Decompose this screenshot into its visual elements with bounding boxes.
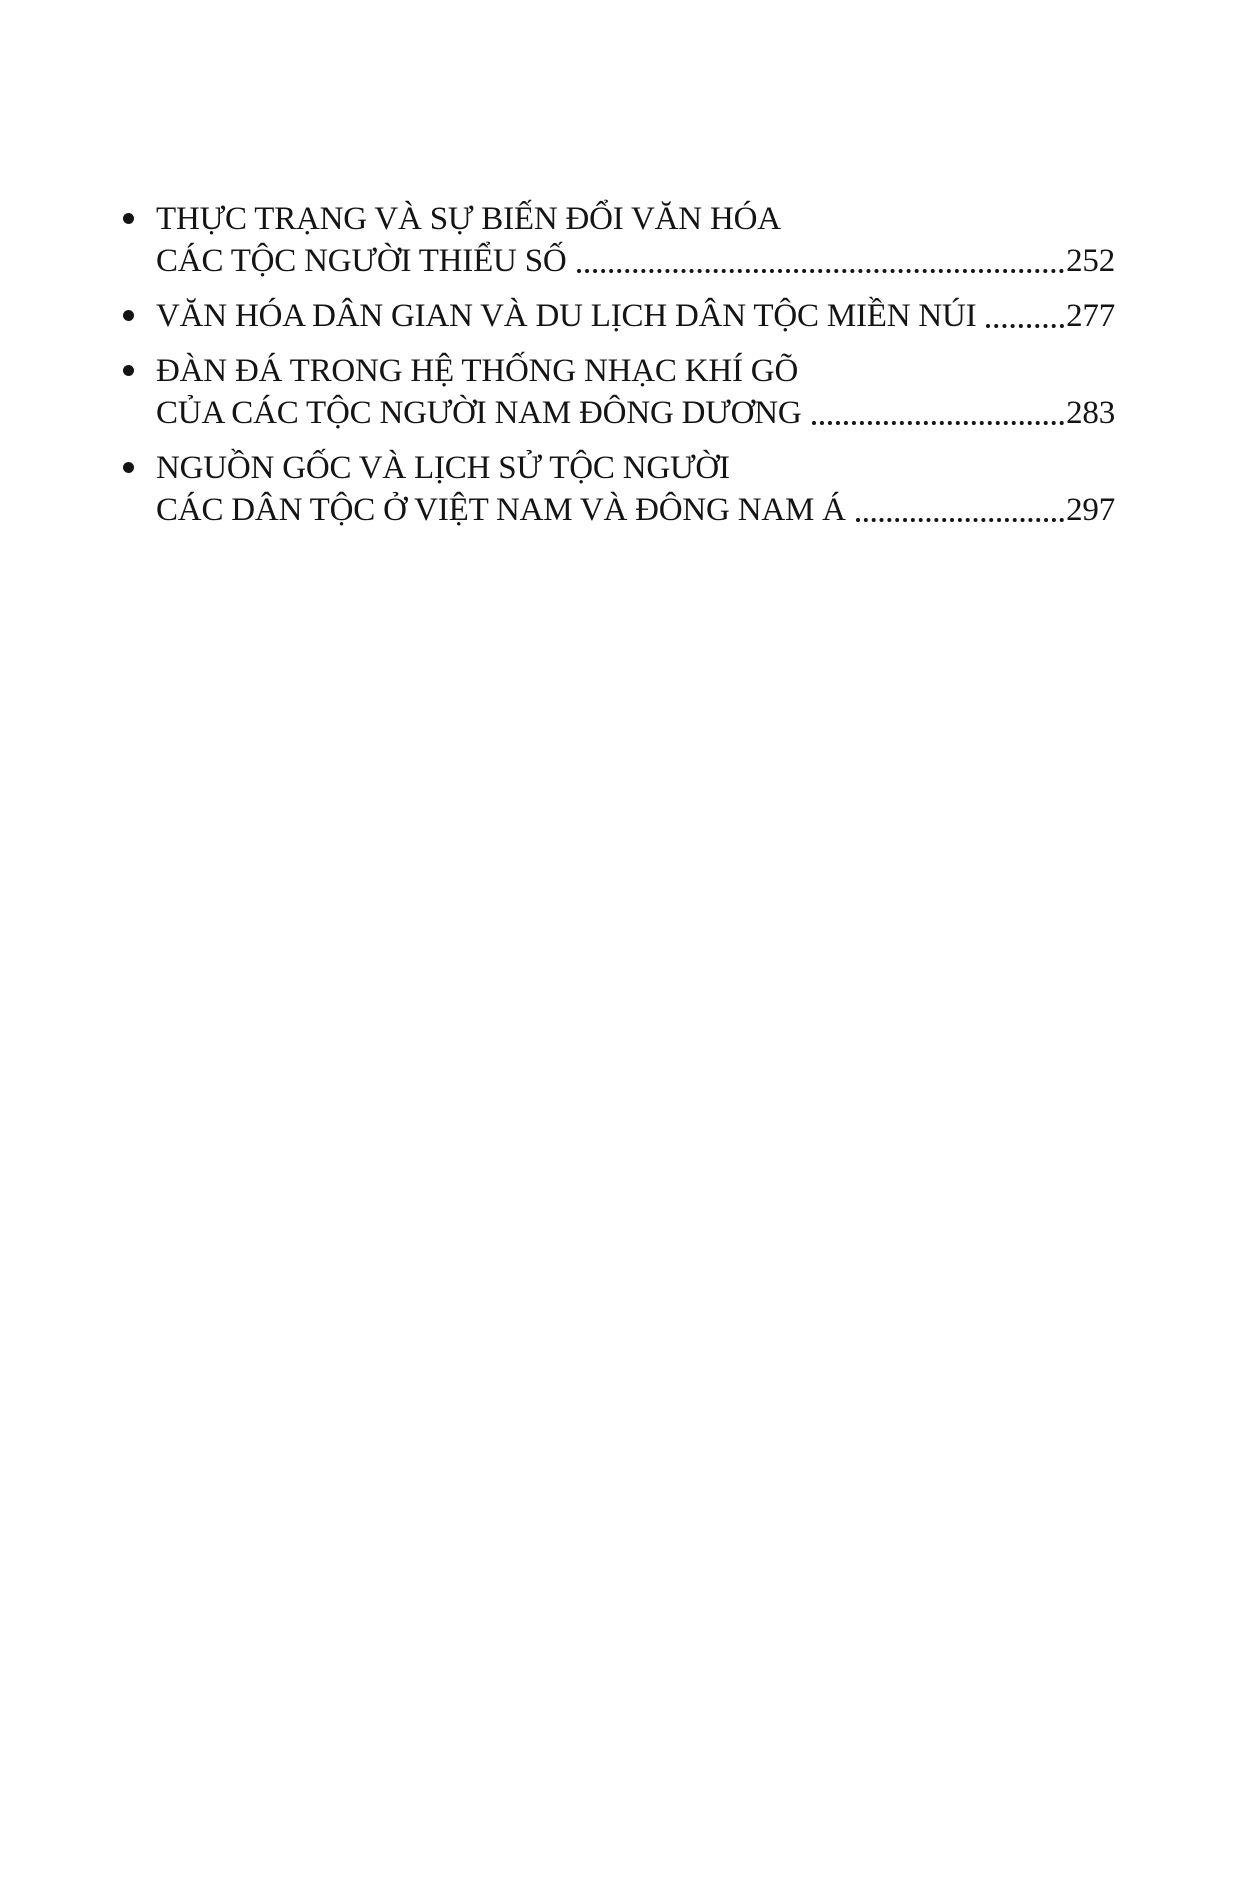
dot-leader (986, 324, 1064, 328)
toc-entry-title-line (156, 392, 1115, 434)
toc-entry-title: ĐÀN ĐÁ TRONG HỆ THỐNG NHẠC KHÍ GÕ (156, 353, 799, 389)
toc-entry-text (156, 350, 1115, 434)
bullet-icon (123, 310, 134, 321)
toc-entry-title-line (156, 447, 1115, 489)
toc-entry-title: VĂN HÓA DÂN GIAN VÀ DU LỊCH DÂN TỘC MIỀN NÚI (156, 298, 977, 334)
bullet-icon (123, 213, 134, 224)
toc-entry-title: CÁC DÂN TỘC Ở VIỆT NAM VÀ ĐÔNG NAM Á (156, 492, 846, 528)
toc-entry (123, 198, 1115, 282)
toc-entry-title-line (156, 489, 1115, 531)
bullet-icon (123, 462, 134, 473)
dot-leader (577, 269, 1065, 273)
toc-entry-title: CỦA CÁC TỘC NGƯỜI NAM ĐÔNG DƯƠNG (156, 395, 802, 431)
toc-entry-title-line (156, 295, 1115, 337)
toc-entry-text (156, 198, 1115, 282)
toc-entry-title: CÁC TỘC NGƯỜI THIỂU SỐ (156, 243, 567, 279)
toc-entry (123, 350, 1115, 434)
toc-entry (123, 447, 1115, 531)
dot-leader (856, 518, 1064, 522)
toc-entry-title-line (156, 240, 1115, 282)
toc-entry-text (156, 447, 1115, 531)
toc-entry (123, 295, 1115, 337)
toc-entry-title: NGUỒN GỐC VÀ LỊCH SỬ TỘC NGƯỜI (156, 450, 730, 486)
page-number: 297 (1066, 492, 1115, 528)
toc-entry-title: THỰC TRẠNG VÀ SỰ BIẾN ĐỔI VĂN HÓA (156, 201, 781, 237)
bullet-icon (123, 365, 134, 376)
toc-entry-title-line (156, 350, 1115, 392)
dot-leader (812, 421, 1065, 425)
table-of-contents (123, 198, 1115, 544)
page-number: 252 (1066, 243, 1115, 279)
toc-entry-text (156, 295, 1115, 337)
page-number: 277 (1066, 298, 1115, 334)
page-number: 283 (1066, 395, 1115, 431)
toc-entry-title-line (156, 198, 1115, 240)
